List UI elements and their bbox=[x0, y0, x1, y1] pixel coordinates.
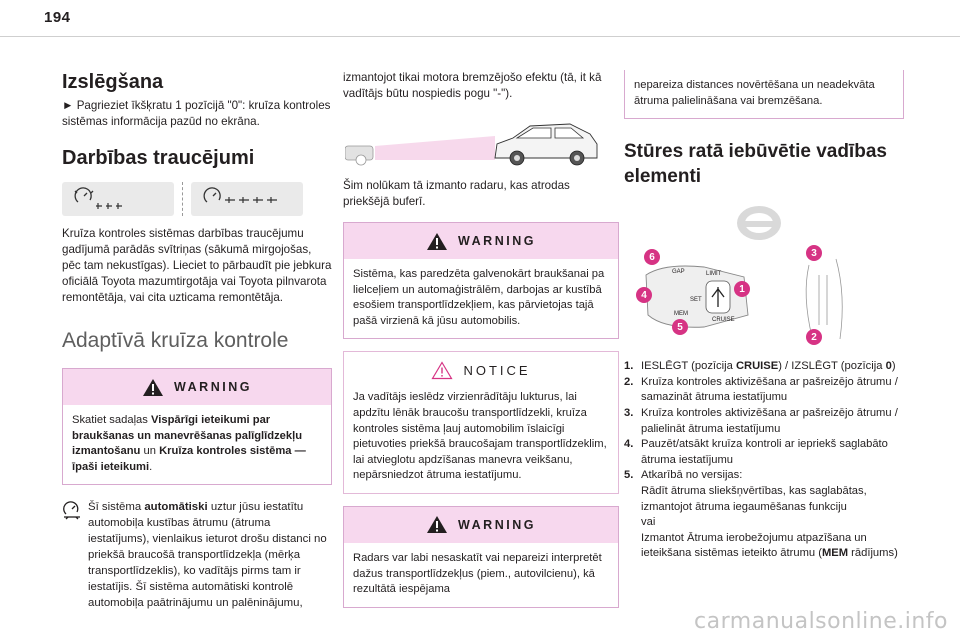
warning-label: WARNING bbox=[458, 517, 536, 532]
warning-ref-2: Kruīza kontroles sistēma — īpaši ieteikumi bbox=[72, 445, 306, 473]
header-divider bbox=[0, 36, 960, 37]
column-1 bbox=[62, 70, 332, 611]
notice-box bbox=[343, 351, 619, 494]
list-text: Atkarībā no versijas: Rādīt ātruma sliekšņvērtības, kas saglabātas, izmantojot ātruma iegaumēšanas funkciju vai Izmantot Ātruma ierobežojumu atpazīšana un ieteikšana sistēmas ieteikto ātrumu (MEM rādījums) bbox=[641, 469, 898, 560]
notice-body: Ja vadītājs ieslēdz virzienrādītāju lukturus, lai apdzītu lēnāk braucošu transportlīdzekli, kruīza kontroles sistēma ļauj automobilim īslaicīgi pietuvoties priekšā braucošajam transportlīdzeklim, lai atvieglotu apdzīšanas manevra veikšanu, nepārsniedzot ātruma iestatījumu. bbox=[353, 391, 607, 482]
cruise-label: CRUISE bbox=[712, 317, 735, 324]
warning-ref-1: Vispārīgi ieteikumi par braukšanas un manevrēšanas palīglīdzekļu izmantošanu bbox=[72, 414, 303, 458]
warning-triangle-icon bbox=[426, 515, 448, 534]
callout-6: 6 bbox=[644, 249, 660, 265]
warning-body: Radars var labi nesaskatīt vai nepareizi interpretēt dažus transportlīdzekļus (piem., autovilcienu), kā rezultātā iespējama bbox=[353, 551, 602, 596]
set-label: SET bbox=[690, 297, 702, 304]
warning-label: WARNING bbox=[174, 380, 252, 394]
warning-body-continued: nepareiza distances novērtēšana un neadekvāta ātruma palielināšana vai bremzēšana. bbox=[634, 79, 875, 107]
speedometer-dashes-steady-icon bbox=[191, 182, 303, 216]
warning-text: Skatiet sadaļas bbox=[72, 414, 151, 426]
heading-steering-controls: Stūres ratā iebūvētie vadības elementi bbox=[624, 141, 887, 188]
list-item bbox=[624, 406, 904, 437]
controls-list bbox=[624, 359, 904, 562]
list-number: 1. bbox=[624, 360, 634, 373]
callout-3: 3 bbox=[806, 245, 822, 261]
steering-wheel-icon bbox=[734, 203, 784, 243]
column-2 bbox=[343, 70, 619, 608]
warning-box-1 bbox=[62, 368, 332, 485]
heading-switch-off: Izslēgšana bbox=[62, 71, 164, 93]
callout-4: 4 bbox=[636, 287, 652, 303]
warning-label: WARNING bbox=[458, 234, 536, 248]
list-item bbox=[624, 375, 904, 406]
list-number: 4. bbox=[624, 438, 634, 451]
warning-body bbox=[63, 405, 331, 484]
cruise-stalk-illustration bbox=[624, 245, 894, 345]
list-number: 2. bbox=[624, 375, 634, 388]
heading-malfunction: Darbības traucējumi bbox=[62, 147, 255, 169]
warning-triangle-icon bbox=[426, 232, 448, 251]
acc-text-pre: Šī sistēma bbox=[88, 501, 145, 514]
para-acc-intro bbox=[88, 499, 332, 611]
acc-intro bbox=[62, 499, 332, 611]
list-item bbox=[624, 437, 904, 468]
warning-triangle-icon bbox=[142, 378, 164, 397]
acc-text-bold: automātiski bbox=[144, 501, 208, 514]
warning-body: Sistēma, kas paredzēta galvenokārt braukšanai pa lielceļiem un automaģistrālēm, darbojas ar kustībā esošiem transportlīdzekļiem, kas pārvietojas tajā pašā virzienā kā jūsu automobilis. bbox=[353, 268, 605, 327]
para-switch-off: ► Pagrieziet īkšķratu 1 pozīcijā "0": kruīza kontroles sistēmas informācija pazūd no ekrāna. bbox=[62, 99, 331, 128]
icon-separator bbox=[182, 182, 183, 216]
acc-text-rest: uztur jūsu iestatītu automobiļa kustības ātrumu (ātruma iestatījums), vienlaikus ieturot drošu distanci no priekšā braucošā transportlīdzekļa (mērķa transportlīdzeklis), ko vadītājs pirms tam ir iestatījis. Šī sistēma automātiski kontrolē automobiļa paātrinājumu un palēninājumu, bbox=[88, 501, 327, 610]
warning-box-2 bbox=[343, 222, 619, 339]
heading-adaptive-cruise: Adaptīvā kruīza kontrole bbox=[62, 329, 289, 352]
mem-label: MEM bbox=[674, 311, 688, 318]
list-text: Kruīza kontroles aktivizēšana ar pašreizējo ātrumu / palielināt ātruma iestatījumu bbox=[641, 406, 898, 435]
adaptive-cruise-icon bbox=[62, 500, 82, 520]
limit-label: LIMIT bbox=[706, 271, 722, 278]
speedometer-dashes-icon bbox=[62, 182, 174, 216]
notice-triangle-icon bbox=[431, 361, 453, 380]
list-number: 3. bbox=[624, 406, 634, 419]
notice-header bbox=[344, 352, 618, 388]
page-number: 194 bbox=[44, 9, 71, 26]
warning-text-and: un bbox=[140, 445, 160, 458]
warning-header bbox=[344, 507, 618, 543]
callout-5: 5 bbox=[672, 319, 688, 335]
list-text: Pauzēt/atsākt kruīza kontroli ar iepriekš saglabāto ātruma iestatījumu bbox=[641, 438, 888, 466]
list-number: 5. bbox=[624, 469, 634, 482]
warning-text-end: . bbox=[149, 460, 153, 473]
car-radar-illustration bbox=[345, 116, 605, 168]
notice-label: NOTICE bbox=[463, 362, 531, 378]
para-radar: Šim nolūkam tā izmanto radaru, kas atrodas priekšējā buferī. bbox=[343, 179, 570, 208]
list-text: Kruīza kontroles aktivizēšana ar pašreizējo ātrumu / samazināt ātruma iestatījumu bbox=[641, 375, 898, 404]
warning-header bbox=[344, 223, 618, 259]
watermark: carmanualsonline.info bbox=[694, 609, 948, 634]
malfunction-icons bbox=[62, 182, 332, 216]
warning-header bbox=[63, 369, 331, 405]
para-engine-braking: izmantojot tikai motora bremzējošo efektu (tā, it kā vadītājs būtu nospiedis pogu "-"). bbox=[343, 71, 602, 100]
warning-box-continued bbox=[624, 70, 904, 119]
callout-1: 1 bbox=[734, 281, 750, 297]
gap-label: GAP bbox=[672, 269, 685, 276]
warning-box-3 bbox=[343, 506, 619, 608]
list-item bbox=[624, 468, 904, 562]
list-text: IESLĒGT (pozīcija CRUISE) / IZSLĒGT (pozīcija 0) bbox=[641, 360, 896, 373]
list-item bbox=[624, 359, 904, 375]
para-malfunction: Kruīza kontroles sistēmas darbības traucējumu gadījumā parādās svītriņas (sākumā mirgojošas, pēc tam nekustīgas). Lieciet to pārbaudīt pie jebkura oficiālā Toyota mazumtirgotāja vai Toyota pilnvarota remontētāja, vai cita uzticama remontētāja. bbox=[62, 227, 332, 304]
callout-2: 2 bbox=[806, 329, 822, 345]
column-3 bbox=[624, 70, 904, 562]
